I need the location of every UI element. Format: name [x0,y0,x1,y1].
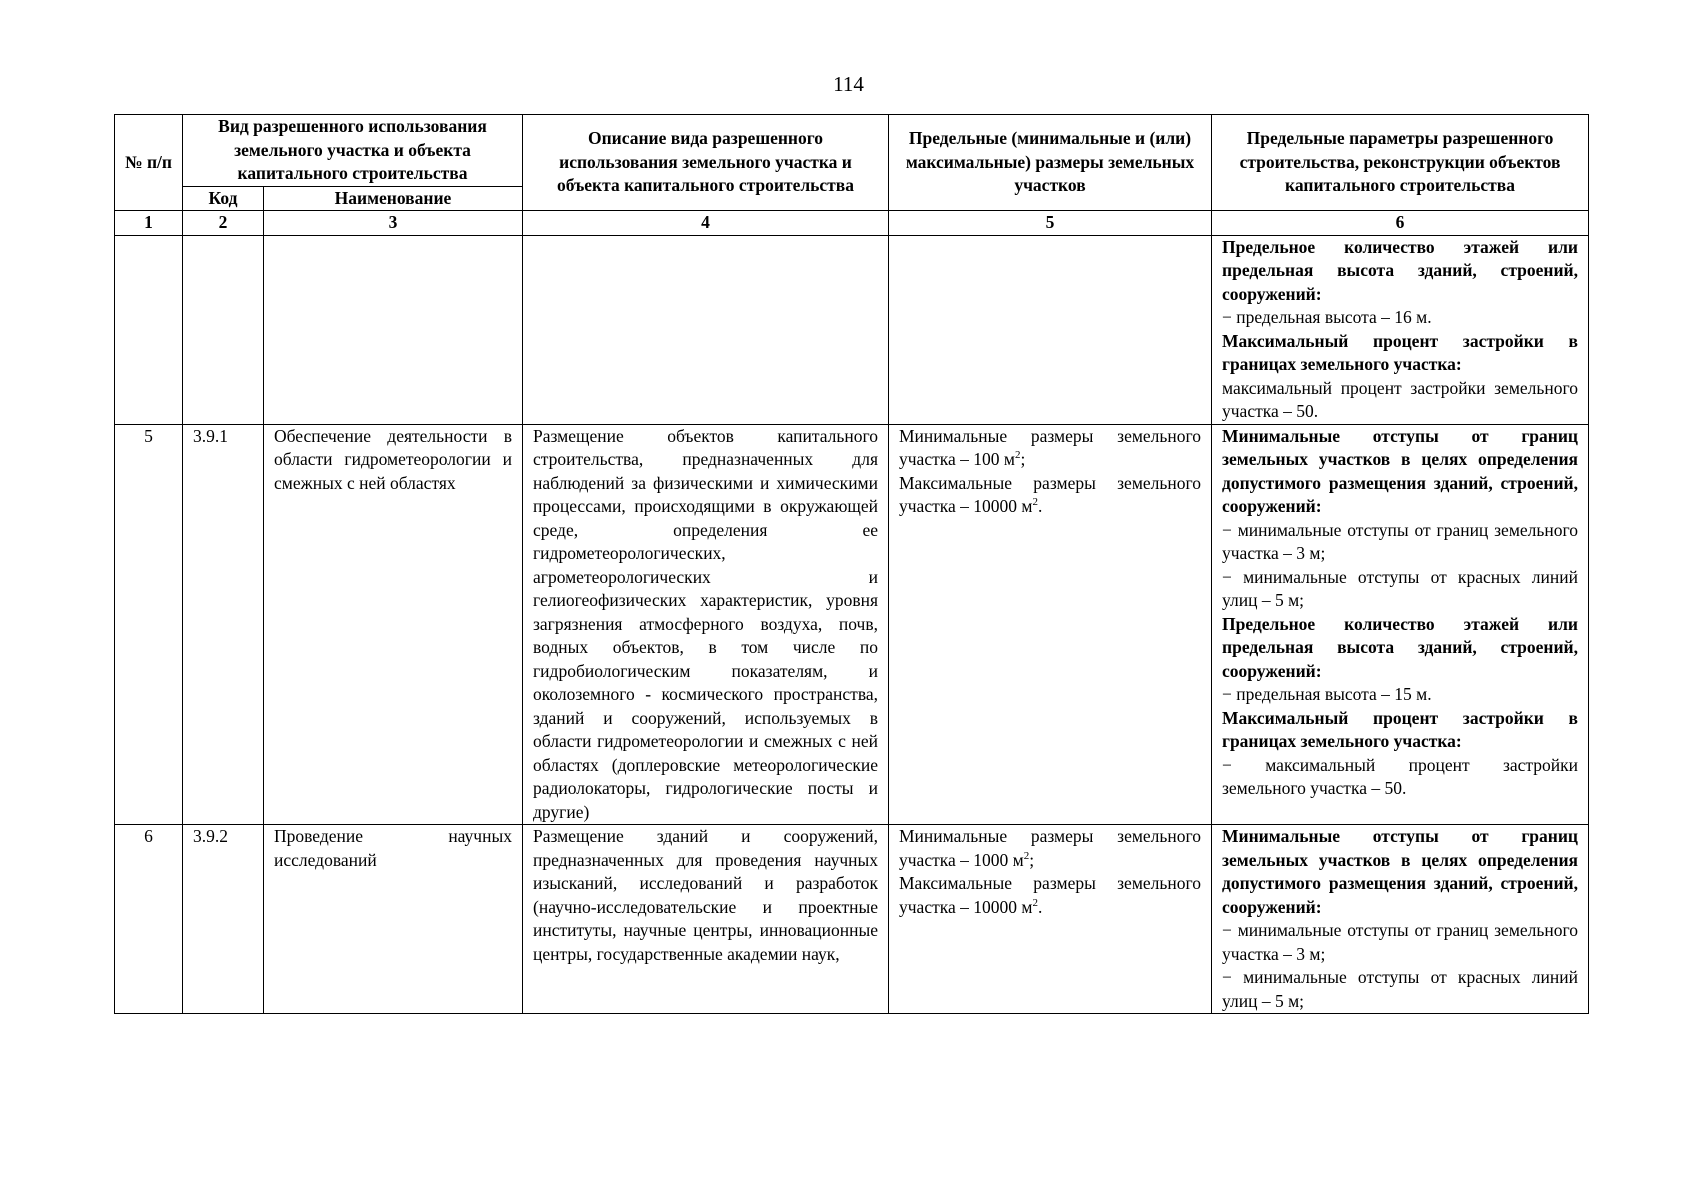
size-tail: . [1037,496,1043,516]
param-heading: Максимальный процент застройки в границах земельного участка: [1222,707,1578,751]
param-item: − предельная высота – 15 м. [1222,684,1432,704]
land-use-regulations-table [114,114,1589,1014]
column-number: 5 [889,211,1212,236]
size-item [899,472,1201,519]
size-item [899,872,1201,919]
row-params [1212,235,1589,424]
row-code: 3.9.2 [183,825,264,1014]
size-text: Максимальные размеры земельного участка – 10000 м [899,472,1201,516]
header-name: Наименование [264,186,523,211]
size-tail: ; [1029,849,1035,870]
param-item: − предельная высота – 16 м. [1222,307,1432,327]
size-unit-superscript: 2 [1032,896,1038,909]
column-number: 6 [1212,211,1589,236]
param-item: максимальный процент застройки земельного участка – 50. [1222,377,1578,421]
column-number: 4 [523,211,889,236]
row-description: Размещение объектов капитального строительства, предназначенных для наблюдений за физическими и химическими процессами, происходящими в окружающей среде, определения ее гидрометеорологических, агрометеорологических и гелиогеофизических характеристик, уровня загрязнения атмосферного воздуха, почв, водных объектов, в том числе по гидробиологическим показателям, и околоземного - космического пространства, зданий и сооружений, используемых в области гидрометеорологии и смежных с ней областях (доплеровские метеорологические радиолокаторы, гидрологические посты и другие) [523,424,889,825]
param-heading: Минимальные отступы от границ земельных участков в целях определения допустимого размещения зданий, строений, сооружений: [1222,425,1578,516]
column-number-row [115,211,1589,236]
table-row [115,424,1589,825]
size-text: Максимальные размеры земельного участка – 10000 м [899,873,1201,917]
param-heading: Предельное количество этажей или предельная высота зданий, строений, сооружений: [1222,613,1578,681]
param-item: − минимальные отступы от границ земельного участка – 3 м; [1222,519,1578,563]
size-tail: ; [1020,449,1026,469]
param-heading: Максимальный процент застройки в границах земельного участка: [1222,330,1578,374]
row-sizes [889,235,1212,424]
row-description [523,235,889,424]
row-name: Проведение научных исследований [264,825,523,1014]
size-item [899,825,1201,872]
column-number: 2 [183,211,264,236]
size-text: Минимальные размеры земельного участка – 1000 м [899,826,1201,870]
size-unit-superscript: 2 [1014,449,1021,461]
table-row [115,825,1589,1014]
row-number: 5 [115,424,183,825]
table-row [115,235,1589,424]
row-name: Обеспечение деятельности в области гидрометеорологии и смежных с ней областях [264,424,523,825]
size-text: Минимальные размеры земельного участка – 100 м [899,425,1201,469]
row-description: Размещение зданий и сооружений, предназначенных для проведения научных изысканий, исследований и разработок (научно-исследовательские и проектные институты, научные центры, инновационные центры, государственные академии наук, [523,825,889,1014]
header-vid: Вид разрешенного использования земельного участка и объекта капитального строительства [183,115,523,187]
param-item: − минимальные отступы от красных линий улиц – 5 м; [1222,566,1578,610]
header-params: Предельные параметры разрешенного строительства, реконструкции объектов капитального строительства [1212,115,1589,211]
size-unit-superscript: 2 [1032,496,1038,508]
size-unit-superscript: 2 [1023,849,1030,862]
row-params [1212,424,1589,825]
size-item [899,425,1201,472]
row-code [183,235,264,424]
param-item: − максимальный процент застройки земельного участка – 50. [1222,754,1578,798]
param-heading: Предельное количество этажей или предельная высота зданий, строений, сооружений: [1222,236,1578,304]
row-number: 6 [115,825,183,1014]
header-row [115,115,1589,187]
row-code: 3.9.1 [183,424,264,825]
size-tail: . [1037,896,1043,917]
row-number [115,235,183,424]
page-number: 114 [833,72,864,96]
header-code: Код [183,186,264,211]
row-sizes [889,825,1212,1014]
header-sizes: Предельные (минимальные и (или) максимальные) размеры земельных участков [889,115,1212,211]
row-params [1212,825,1589,1014]
header-num: № п/п [115,115,183,211]
column-number: 1 [115,211,183,236]
row-sizes [889,424,1212,825]
param-item: − минимальные отступы от границ земельного участка – 3 м; [1222,920,1578,964]
header-description: Описание вида разрешенного использования земельного участка и объекта капитального строительства [523,115,889,211]
param-heading: Минимальные отступы от границ земельных участков в целях определения допустимого размещения зданий, строений, сооружений: [1222,826,1578,917]
column-number: 3 [264,211,523,236]
row-name [264,235,523,424]
param-item: − минимальные отступы от красных линий улиц – 5 м; [1222,967,1578,1011]
